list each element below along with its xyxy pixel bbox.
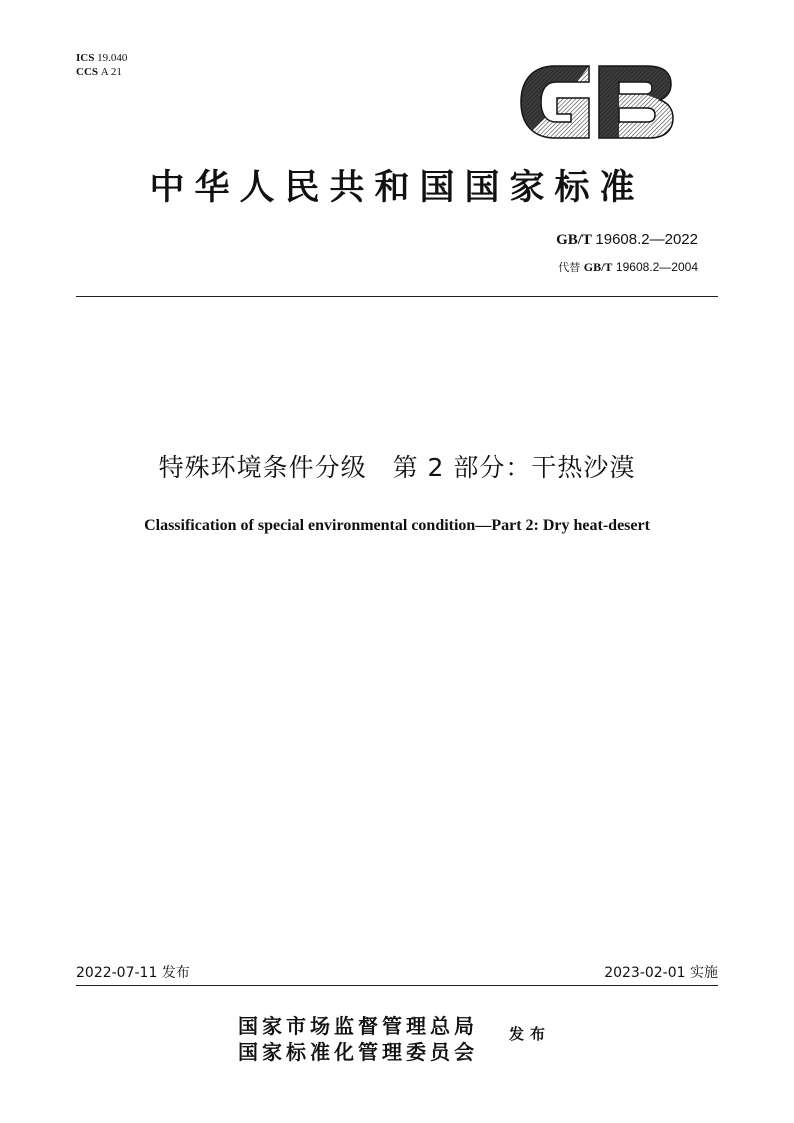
ccs-value: A 21 [100,66,122,78]
replaces-prefix: GB/T [583,260,613,274]
publish-label: 发布 [509,1025,552,1043]
national-standard-title: 中华人民共和国国家标准 [149,167,645,208]
standard-prefix: GB/T [556,232,592,248]
implementation-date: 2023-02-01 实施 [604,965,718,981]
issue-date: 2022-07-11 发布 [76,965,190,981]
issuer-sac: 国家标准化管理委员会 [238,1040,478,1064]
bottom-divider [76,985,718,986]
standard-number-value: 19608.2—2022 [595,231,698,248]
issuer-samr: 国家市场监督管理总局 [238,1014,478,1038]
replaces-label: 代替 [558,261,581,274]
top-divider [76,296,718,297]
standard-number [556,231,698,249]
ics-label: ICS [76,52,95,64]
gb-logo [519,62,675,142]
replaces-number: 19608.2—2004 [615,260,698,274]
document-title-zh: 特殊环境条件分级 第 2 部分：干热沙漠 [158,453,636,482]
ccs-label: CCS [76,66,99,78]
replaces-standard [558,259,698,275]
ccs-code [76,66,122,79]
gb-logo-text: GB [519,62,521,63]
document-title-en: Classification of special environmental condition—Part 2: Dry heat-desert [144,517,650,534]
ics-code [76,52,127,65]
ics-value: 19.040 [97,52,128,64]
